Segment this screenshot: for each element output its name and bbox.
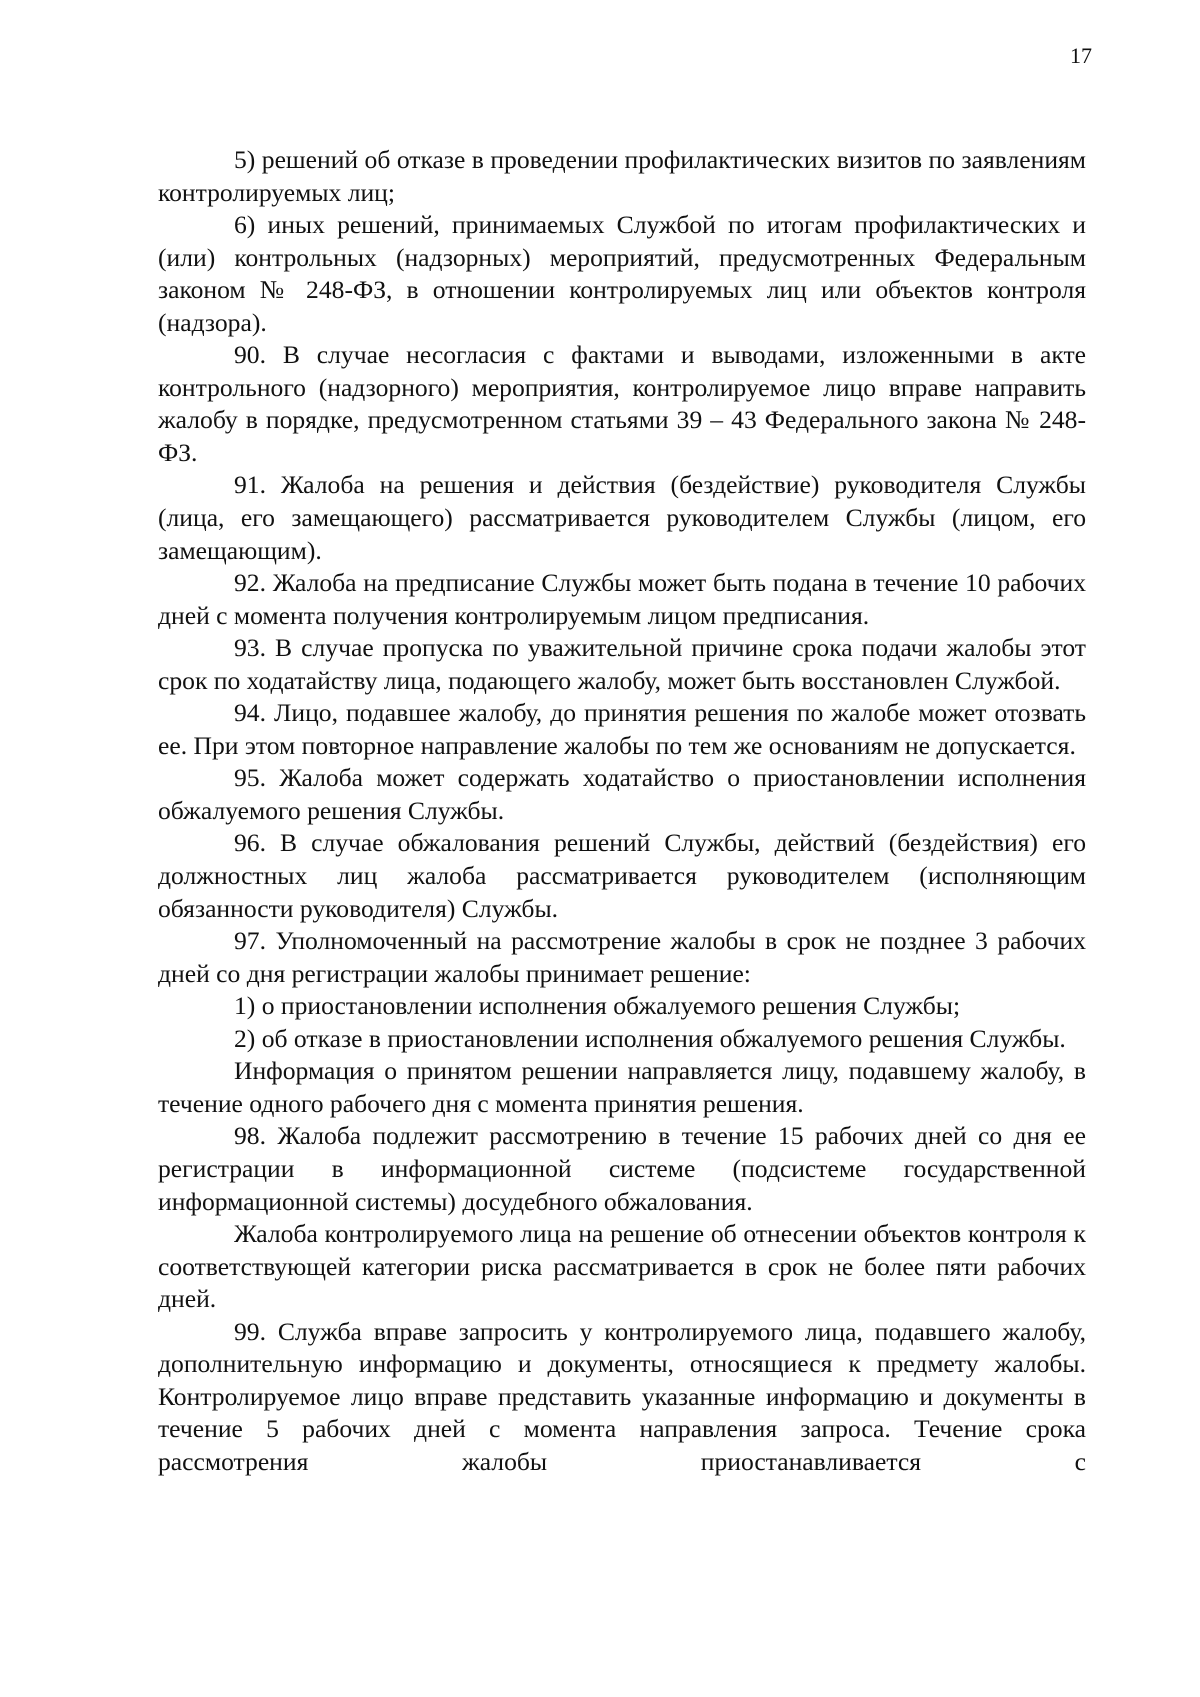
paragraph-99: 99. Служба вправе запросить у контролируемого лица, подавшего жалобу, дополнительную информацию и документы, относящиеся к предмету жалобы. Контролируемое лицо вправе представить указанные информацию и документы в течение 5 рабочих дней с момента направления запроса. Течение срока рассмотрения жалобы приостанавливается с xyxy=(158,1316,1086,1476)
paragraph-97-item-2: 2) об отказе в приостановлении исполнения обжалуемого решения Службы. xyxy=(234,1023,1066,1053)
paragraph-94: 94. Лицо, подавшее жалобу, до принятия решения по жалобе может отозвать ее. При этом повторное направление жалобы по тем же основаниям не допускается. xyxy=(158,698,1086,760)
paragraph-96: 96. В случае обжалования решений Службы, действий (бездействия) его должностных лиц жалоба рассматривается руководителем (исполняющим обязанности руководителя) Службы. xyxy=(158,828,1086,923)
page-number: 17 xyxy=(1070,43,1092,68)
paragraph-90: 90. В случае несогласия с фактами и выводами, изложенными в акте контрольного (надзорного) мероприятия, контролируемое лицо вправе направить жалобу в порядке, предусмотренном статьями 39 – 43 Федерального закона № 248-ФЗ. xyxy=(158,340,1086,467)
paragraph-91: 91. Жалоба на решения и действия (бездействие) руководителя Службы (лица, его замещающего) рассматривается руководителем Службы (лицом, его замещающим). xyxy=(158,470,1086,565)
paragraph-risk-category-complaint: Жалоба контролируемого лица на решение об отнесении объектов контроля к соответствующей категории риска рассматривается в срок не более пяти рабочих дней. xyxy=(158,1219,1086,1314)
paragraph-97-item-1: 1) о приостановлении исполнения обжалуемого решения Службы; xyxy=(234,991,961,1021)
document-body xyxy=(158,144,1086,1478)
paragraph-decision-info: Информация о принятом решении направляется лицу, подавшему жалобу, в течение одного рабочего дня с момента принятия решения. xyxy=(158,1056,1086,1118)
paragraph-item-5: 5) решений об отказе в проведении профилактических визитов по заявлениям контролируемых лиц; xyxy=(158,145,1086,207)
paragraph-92: 92. Жалоба на предписание Службы может быть подана в течение 10 рабочих дней с момента получения контролируемым лицом предписания. xyxy=(158,568,1086,630)
paragraph-97: 97. Уполномоченный на рассмотрение жалобы в срок не позднее 3 рабочих дней со дня регистрации жалобы принимает решение: xyxy=(158,926,1086,988)
paragraph-98: 98. Жалоба подлежит рассмотрению в течение 15 рабочих дней со дня ее регистрации в информационной системе (подсистеме государственной информационной системы) досудебного обжалования. xyxy=(158,1121,1086,1216)
paragraph-95: 95. Жалоба может содержать ходатайство о приостановлении исполнения обжалуемого решения Службы. xyxy=(158,763,1086,825)
paragraph-93: 93. В случае пропуска по уважительной причине срока подачи жалобы этот срок по ходатайству лица, подающего жалобу, может быть восстановлен Службой. xyxy=(158,633,1086,695)
paragraph-item-6: 6) иных решений, принимаемых Службой по итогам профилактических и (или) контрольных (надзорных) мероприятий, предусмотренных Федеральным законом № 248-ФЗ, в отношении контролируемых лиц или объектов контроля (надзора). xyxy=(158,210,1086,337)
